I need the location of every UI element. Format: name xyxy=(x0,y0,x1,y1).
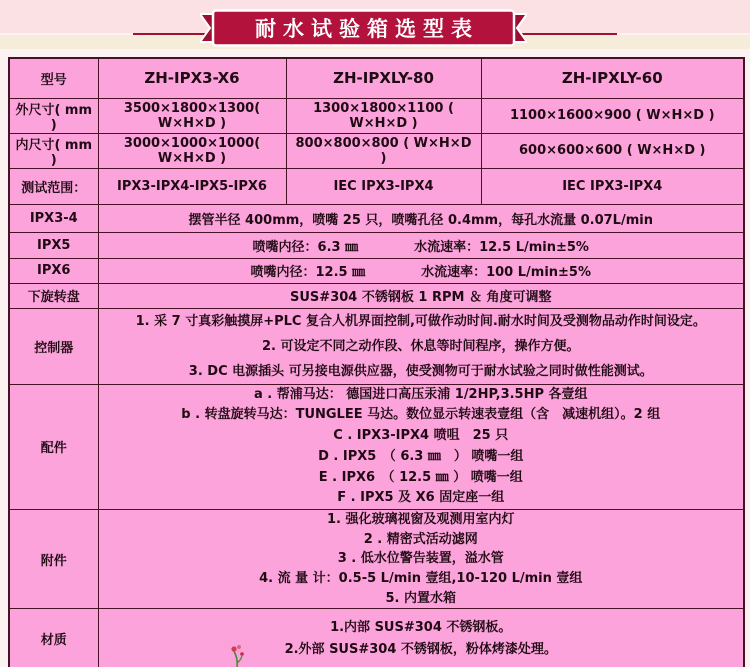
row-label-turntable: 下旋转盘 xyxy=(9,283,98,308)
table-row-turntable xyxy=(9,283,744,308)
spec-list-item: 1.内部 SUS#304 不锈钢板。 xyxy=(330,619,512,635)
page-title: 耐水试验箱选型表 xyxy=(255,17,479,41)
model-name-2: ZH-IPXLY-80 xyxy=(286,58,481,98)
spec-list-item: 1. 采 7 寸真彩触摸屏+PLC 复合人机界面控制,可做作动时间.耐水时间及受测物品动作时间设定。 xyxy=(135,313,706,329)
spec-cell: 800×800×800 ( W×H×D ) xyxy=(286,133,481,168)
table-row-ipx6 xyxy=(9,258,744,283)
spec-list-item: 3 . 低水位警告装置，溢水管 xyxy=(337,551,504,567)
spec-list-cell xyxy=(98,308,744,384)
spec-cell: 3500×1800×1300( W×H×D ) xyxy=(98,98,286,133)
table-row-test-range xyxy=(9,168,744,204)
spec-list-cell xyxy=(98,510,744,609)
spec-value: 水流速率：12.5 L/min±5% xyxy=(414,239,589,255)
model-name-1: ZH-IPX3-X6 xyxy=(98,58,286,98)
spec-list-item: 2 . 精密式活动滤网 xyxy=(363,531,478,547)
spec-list-item: F . IPX5 及 X6 固定座一组 xyxy=(337,490,505,506)
table-row-material xyxy=(9,609,744,667)
row-label-test-range: 测试范围： xyxy=(9,168,98,204)
spec-list-cell xyxy=(98,609,744,667)
row-label-ipx6: IPX6 xyxy=(9,258,98,283)
row-label-accessories: 配件 xyxy=(9,384,98,510)
spec-span-cell xyxy=(98,258,744,283)
spec-list-item: D . IPX5 （ 6.3 ㎜ ） 喷嘴一组 xyxy=(318,448,524,464)
spec-list-item: C . IPX3-IPX4 喷咀 25 只 xyxy=(333,428,509,444)
row-label-outer-dimensions: 外尺寸( mm ) xyxy=(9,98,98,133)
table-row-accessories xyxy=(9,384,744,510)
spec-cell: IEC IPX3-IPX4 xyxy=(481,168,744,204)
row-label-inner-dimensions: 内尺寸( mm ) xyxy=(9,133,98,168)
spec-span-cell xyxy=(98,232,744,258)
spec-span-cell: SUS#304 不锈钢板 1 RPM ＆ 角度可调整 xyxy=(98,283,744,308)
row-label-material: 材质 xyxy=(9,609,98,667)
table-row-outer-dimensions xyxy=(9,98,744,133)
spec-value: 水流速率：100 L/min±5% xyxy=(421,265,592,280)
spec-list-item: 4. 流 量 计：0.5-5 L/min 壹组,10-120 L/min 壹组 xyxy=(259,571,583,587)
table-row-controller xyxy=(9,308,744,384)
title-banner xyxy=(200,9,527,47)
spec-cell: 3000×1000×1000( W×H×D ) xyxy=(98,133,286,168)
spec-cell: IEC IPX3-IPX4 xyxy=(286,168,481,204)
table-row-ipx3-4 xyxy=(9,204,744,232)
spec-list-item: 3. DC 电源插头 可另接电源供应器，使受测物可于耐水试验之同时做性能测试。 xyxy=(188,363,653,379)
spec-list-cell xyxy=(98,384,744,510)
spec-cell: 1100×1600×900 ( W×H×D ) xyxy=(481,98,744,133)
row-label-attachments: 附件 xyxy=(9,510,98,609)
row-label-controller: 控制器 xyxy=(9,308,98,384)
spec-span-cell: 摆管半径 400mm，喷嘴 25 只，喷嘴孔径 0.4mm，每孔水流量 0.07L/min xyxy=(98,204,744,232)
row-label-ipx5: IPX5 xyxy=(9,232,98,258)
spec-cell: 1300×1800×1100 ( W×H×D ) xyxy=(286,98,481,133)
spec-list-item: 5. 内置水箱 xyxy=(385,590,456,606)
spec-list-item: b . 转盘旋转马达：TUNGLEE 马达。数位显示转速表壹组（含 减速机组）。2 组 xyxy=(181,407,661,423)
table-row-inner-dimensions xyxy=(9,133,744,168)
spec-list-item: a . 帮浦马达： 德国进口高压汞浦 1/2HP,3.5HP 各壹组 xyxy=(253,386,588,402)
spec-list-item: 2. 可设定不同之动作段、休息等时间程序，操作方便。 xyxy=(261,338,580,354)
spec-cell: IPX3-IPX4-IPX5-IPX6 xyxy=(98,168,286,204)
spec-table xyxy=(8,57,745,667)
spec-list-item: E . IPX6 （ 12.5 ㎜ ） 喷嘴一组 xyxy=(318,469,523,485)
spec-value: 喷嘴内径：12.5 ㎜ xyxy=(250,265,366,280)
spec-list-item: 2.外部 SUS#304 不锈钢板，粉体烤漆处理。 xyxy=(284,641,557,657)
row-label-model: 型号 xyxy=(9,58,98,98)
row-label-ipx3-4: IPX3-4 xyxy=(9,204,98,232)
spec-list-item: 1. 强化玻璃视窗及观测用室内灯 xyxy=(326,512,515,528)
flower-sprout-icon xyxy=(227,643,251,667)
table-header-row xyxy=(9,58,744,98)
spec-value: 喷嘴内径：6.3 ㎜ xyxy=(252,239,359,255)
model-name-3: ZH-IPXLY-60 xyxy=(481,58,744,98)
spec-cell: 600×600×600 ( W×H×D ) xyxy=(481,133,744,168)
table-row-attachments xyxy=(9,510,744,609)
table-row-ipx5 xyxy=(9,232,744,258)
